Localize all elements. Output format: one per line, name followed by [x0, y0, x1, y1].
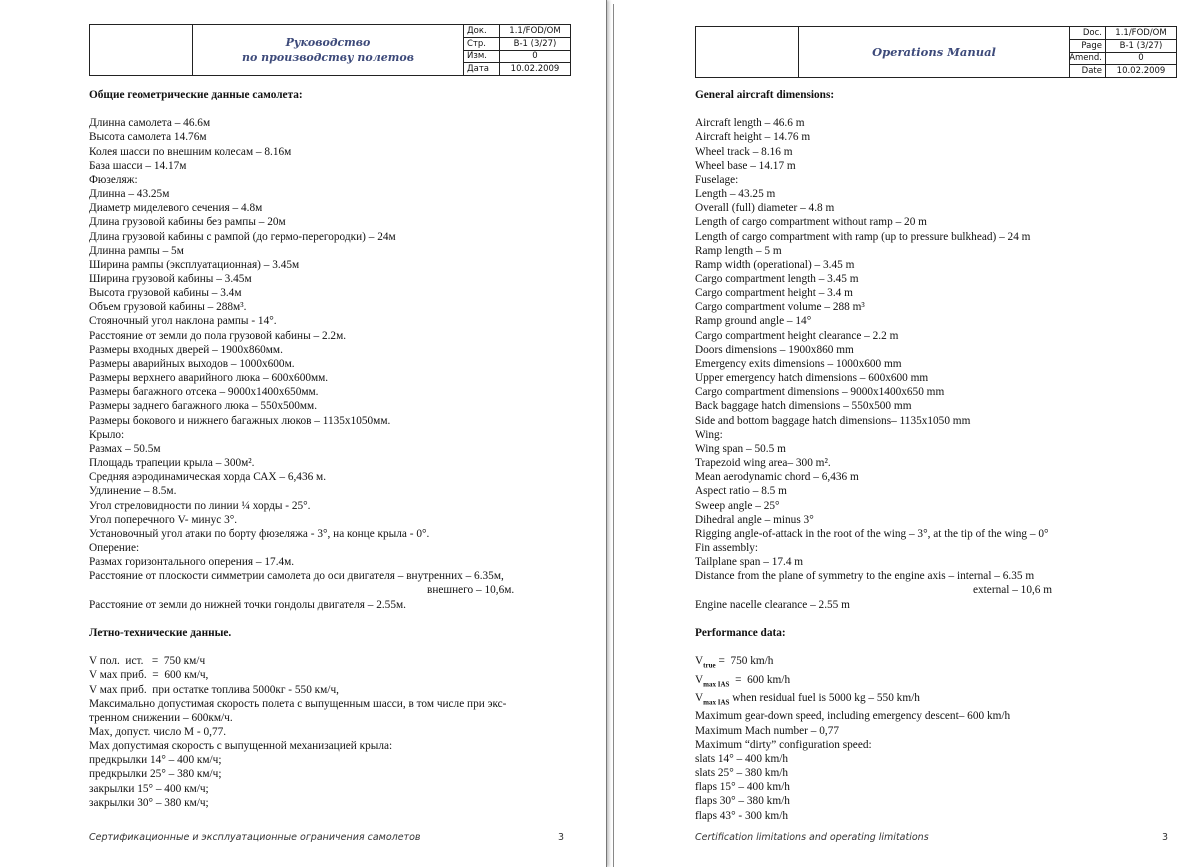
list-item: Maximum gear-down speed, including emergency descent– 600 km/h: [695, 710, 1011, 723]
list-item: Стояночный угол наклона рампы - 14°.: [89, 315, 277, 328]
list-item: Расстояние от плоскости симметрии самолета до оси двигателя – внутренних – 6.35м,: [89, 570, 504, 583]
list-item: Ramp width (operational) – 3.45 m: [695, 258, 855, 271]
header-meta: [1070, 27, 1176, 77]
list-item: тренном снижении – 600км/ч.: [89, 711, 233, 724]
meta-row-date: Дата 10.02.2009: [464, 63, 570, 75]
list-item: Размеры аварийных выходов – 1000x600м.: [89, 357, 295, 370]
list-item: Rigging angle-of-attack in the root of the wing – 3°, at the tip of the wing – 0°: [695, 527, 1049, 540]
page-body: [89, 88, 589, 810]
list-item: Высота грузовой кабины – 3.4м: [89, 287, 242, 300]
meta-row-date: Date 10.02.2009: [1070, 65, 1176, 77]
list-item: Length of cargo compartment without ramp – 20 m: [695, 216, 927, 229]
meta-row-doc: Doc. 1.1/FOD/OM: [1070, 27, 1176, 40]
page-body: [695, 88, 1195, 823]
list-item: Cargo compartment dimensions – 9000x1400x650 mm: [695, 386, 945, 399]
list-item: Emergency exits dimensions – 1000x600 mm: [695, 357, 902, 370]
list-item: Maximum Mach number – 0,77: [695, 724, 840, 737]
header-meta: [464, 25, 570, 75]
list-item: Fin assembly:: [695, 541, 759, 554]
list-item: Dihedral angle – minus 3°: [695, 513, 814, 526]
list-item: Length – 43.25 m: [695, 188, 776, 201]
page-footer: Сертификационные и эксплуатационные ограничения самолетов: [89, 832, 421, 843]
list-item: flaps 15° – 400 km/h: [695, 781, 790, 794]
header-logo-cell: [90, 25, 193, 75]
page-number: 3: [1162, 832, 1169, 843]
dimensions-list: [695, 116, 1195, 583]
page-header-table: [89, 24, 571, 76]
list-item: Cargo compartment volume – 288 m³: [695, 301, 865, 314]
list-item: База шасси – 14.17м: [89, 159, 187, 172]
list-item: Размеры бокового и нижнего багажных люков – 1135x1050мм.: [89, 414, 391, 427]
list-item: Длинна самолета – 46.6м: [89, 117, 211, 130]
list-item: Wheel base – 14.17 m: [695, 159, 796, 172]
list-item: Оперение:: [89, 541, 140, 554]
list-item: Длинна рампы – 5м: [89, 244, 184, 257]
list-item: $V_{true} = 750$ km/h: [695, 655, 774, 670]
list-item: предкрылки 25° – 380 км/ч;: [89, 768, 222, 781]
list-item: V пол. ист. = 750 км/ч: [89, 655, 206, 668]
performance-list: [695, 654, 1195, 822]
meta-row-doc: Док. 1.1/FOD/OM: [464, 25, 570, 38]
list-item: Side and bottom baggage hatch dimensions– 1135x1050 mm: [695, 414, 971, 427]
list-item: закрылки 30° – 380 км/ч;: [89, 796, 209, 809]
list-item: Maximum “dirty” configuration speed:: [695, 738, 872, 751]
list-item: slats 14° – 400 km/h: [695, 752, 789, 765]
list-item: V мах приб. при остатке топлива 5000кг - 550 км/ч,: [89, 683, 339, 696]
performance-list: [89, 654, 589, 810]
list-item: Угол стреловидности по линии ¼ хорды - 25°.: [89, 499, 311, 512]
list-item: Tailplane span – 17.4 m: [695, 556, 804, 569]
meta-row-page: Стр. B-1 (3/27): [464, 38, 570, 51]
list-item: Размеры багажного отсека – 9000x1400x650мм.: [89, 386, 319, 399]
list-item: Средняя аэродинамическая хорда САХ – 6,436 м.: [89, 471, 327, 484]
header-logo-cell: [696, 27, 799, 77]
list-item: V мах приб. = 600 км/ч,: [89, 669, 209, 682]
list-item: Ramp ground angle – 14°: [695, 315, 812, 328]
list-item: Mean aerodynamic chord – 6,436 m: [695, 471, 859, 484]
list-item: Крыло:: [89, 428, 125, 441]
list-item: Upper emergency hatch dimensions – 600x600 mm: [695, 372, 929, 385]
list-item: Wing span – 50.5 m: [695, 442, 786, 455]
list-item: Размеры заднего багажного люка – 550x500мм.: [89, 400, 318, 413]
list-item: Cargo compartment height – 3.4 m: [695, 287, 853, 300]
list-item: Sweep angle – 25°: [695, 499, 780, 512]
list-item: Trapezoid wing area– 300 m².: [695, 457, 831, 470]
list-item: Фюзеляж:: [89, 173, 138, 186]
list-item: Высота самолета 14.76м: [89, 131, 207, 144]
section-heading-performance: Performance data:: [695, 626, 786, 639]
list-item: flaps 30° – 380 km/h: [695, 795, 790, 808]
list-item: Расстояние от земли до пола грузовой кабины – 2.2м.: [89, 329, 347, 342]
list-item: slats 25° – 380 km/h: [695, 767, 789, 780]
section-heading-dimensions: General aircraft dimensions:: [695, 89, 835, 101]
list-item: Размеры верхнего аварийного люка – 600x600мм.: [89, 372, 329, 385]
list-item: Engine nacelle clearance – 2.55 m: [695, 598, 850, 611]
list-item: Cargo compartment length – 3.45 m: [695, 273, 859, 286]
list-item: Удлинение – 8.5м.: [89, 485, 177, 498]
list-item: Aspect ratio – 8.5 m: [695, 485, 787, 498]
list-item: Площадь трапеции крыла – 300м².: [89, 457, 255, 470]
list-item: предкрылки 14° – 400 км/ч;: [89, 754, 222, 767]
list-item: Fuselage:: [695, 173, 739, 186]
list-item: Aircraft height – 14.76 m: [695, 131, 811, 144]
list-item: Установочный угол атаки по борту фюзеляжа - 3°, на конце крыла - 0°.: [89, 527, 430, 540]
page-footer: Certification limitations and operating limitations: [695, 832, 929, 843]
list-item: Расстояние от земли до нижней точки гондолы двигателя – 2.55м.: [89, 598, 406, 611]
list-item: закрылки 15° – 400 км/ч;: [89, 782, 209, 795]
list-item: Длина грузовой кабины без рампы – 20м: [89, 216, 286, 229]
list-item-indented: external – 10,6 m: [973, 584, 1053, 597]
list-item: Размах – 50.5м: [89, 442, 161, 455]
list-item: Длинна – 43.25м: [89, 188, 170, 201]
list-item: Длина грузовой кабины с рампой (до гермо-перегородки) – 24м: [89, 230, 396, 243]
dimensions-list: [89, 116, 589, 583]
meta-row-page: Page B-1 (3/27): [1070, 40, 1176, 53]
meta-row-amend: Amend. 0: [1070, 53, 1176, 66]
list-item-indented: внешнего – 10,6м.: [427, 584, 515, 597]
header-title: [193, 25, 464, 75]
list-item: Колея шасси по внешним колесам – 8.16м: [89, 145, 292, 158]
list-item: Диаметр миделевого сечения – 4.8м: [89, 202, 263, 215]
list-item: Overall (full) diameter – 4.8 m: [695, 202, 835, 215]
list-item: Ramp length – 5 m: [695, 244, 782, 257]
list-item: Length of cargo compartment with ramp (up to pressure bulkhead) – 24 m: [695, 230, 1031, 243]
header-title: [799, 27, 1070, 77]
meta-row-amend: Изм. 0: [464, 51, 570, 64]
list-item: Ширина рампы (эксплуатационная) – 3.45м: [89, 258, 300, 271]
list-item: Back baggage hatch dimensions – 550x500 mm: [695, 400, 912, 413]
list-item: Размеры входных дверей – 1900x860мм.: [89, 343, 283, 356]
list-item: Doors dimensions – 1900x860 mm: [695, 343, 854, 356]
header-title-line1: Руководство: [285, 36, 371, 49]
document-page-english: [613, 4, 1200, 867]
page-header-table: [695, 26, 1177, 78]
header-title-line2: по производству полетов: [242, 51, 414, 64]
list-item: Wing:: [695, 428, 723, 441]
list-item: Ширина грузовой кабины – 3.45м: [89, 273, 252, 286]
list-item: Размах горизонтального оперения – 17.4м.: [89, 556, 295, 569]
list-item: Объем грузовой кабины – 288м³.: [89, 301, 247, 314]
section-heading-performance: Летно-технические данные.: [89, 626, 232, 639]
page-number: 3: [558, 832, 565, 843]
list-item: Distance from the plane of symmetry to the engine axis – internal – 6.35 m: [695, 570, 1035, 583]
list-item: Угол поперечного V- минус 3°.: [89, 513, 238, 526]
list-item: Wheel track – 8.16 m: [695, 145, 793, 158]
list-item: flaps 43° - 300 km/h: [695, 809, 789, 822]
list-item: $V_{max IAS} = 600$ km/h: [695, 673, 791, 688]
list-item: Максимально допустимая скорость полета с выпущенным шасси, в том числе при экс-: [89, 697, 507, 710]
list-item: $V_{max IAS}$ when residual fuel is 5000 kg – 550 km/h: [695, 692, 920, 707]
section-heading-dimensions: Общие геометрические данные самолета:: [89, 89, 303, 101]
list-item: Мах допустимая скорость с выпущенной механизацией крыла:: [89, 740, 393, 753]
list-item: Cargo compartment height clearance – 2.2 m: [695, 329, 899, 342]
list-item: Мах, допуст. число М - 0,77.: [89, 725, 227, 738]
header-title-text: Operations Manual: [872, 44, 996, 59]
list-item: Aircraft length – 46.6 m: [695, 117, 805, 130]
